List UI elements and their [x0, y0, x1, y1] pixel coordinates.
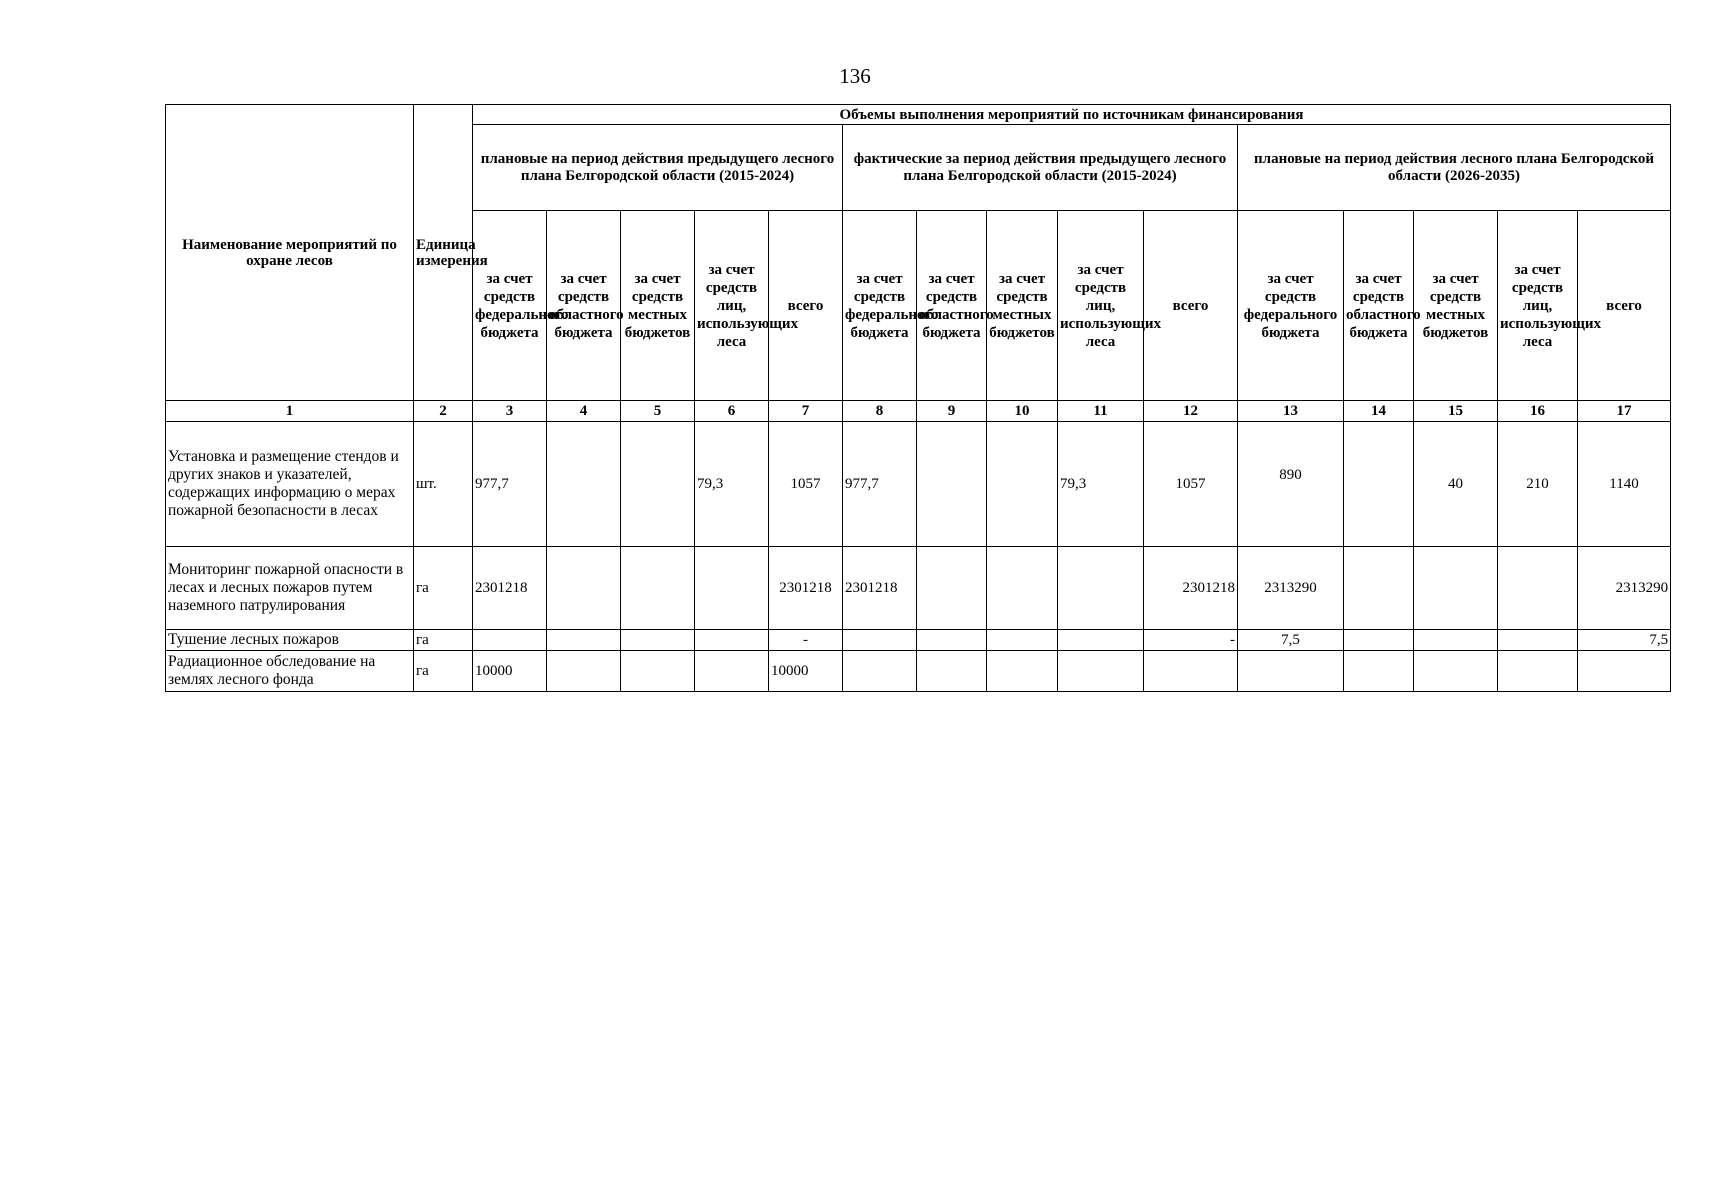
cell-c16	[1498, 651, 1578, 692]
header-funding-title: Объемы выполнения мероприятий по источникам финансирования	[473, 105, 1671, 125]
col-number: 2	[414, 401, 473, 422]
cell-c14	[1344, 651, 1414, 692]
table-row	[166, 547, 1671, 630]
cell-c10	[987, 547, 1058, 630]
cell-c4	[547, 651, 621, 692]
row-name: Тушение лесных пожаров	[166, 630, 414, 651]
cell-c11	[1058, 651, 1144, 692]
header-c10: за счет средств местных бюджетов	[987, 211, 1058, 401]
col-number: 8	[843, 401, 917, 422]
col-number: 16	[1498, 401, 1578, 422]
cell-c5	[621, 651, 695, 692]
cell-c9	[917, 422, 987, 547]
cell-c10	[987, 651, 1058, 692]
cell-c3: 10000	[473, 651, 547, 692]
col-number: 3	[473, 401, 547, 422]
cell-c3: 2301218	[473, 547, 547, 630]
cell-c3	[473, 630, 547, 651]
cell-c5	[621, 630, 695, 651]
col-number: 5	[621, 401, 695, 422]
cell-c16	[1498, 630, 1578, 651]
header-c15: за счет средств местных бюджетов	[1414, 211, 1498, 401]
cell-c14	[1344, 422, 1414, 547]
cell-c12: 1057	[1144, 422, 1238, 547]
cell-c6	[695, 547, 769, 630]
cell-c7: 1057	[769, 422, 843, 547]
row-unit: га	[414, 630, 473, 651]
forest-protection-table	[165, 104, 1671, 692]
header-c13: за счет средств федерального бюджета	[1238, 211, 1344, 401]
cell-c16	[1498, 547, 1578, 630]
cell-c15	[1414, 630, 1498, 651]
header-group-planned-previous: плановые на период действия предыдущего лесного плана Белгородской области (2015-2024)	[473, 125, 843, 211]
cell-c17: 2313290	[1578, 547, 1671, 630]
table-row	[166, 422, 1671, 547]
col-number: 1	[166, 401, 414, 422]
header-c6: за счет средств лиц, использующих леса	[695, 211, 769, 401]
header-group-planned-current: плановые на период действия лесного плана Белгородской области (2026-2035)	[1238, 125, 1671, 211]
table-row	[166, 630, 1671, 651]
header-c17: всего	[1578, 211, 1671, 401]
cell-c9	[917, 547, 987, 630]
cell-c8: 2301218	[843, 547, 917, 630]
cell-c3: 977,7	[473, 422, 547, 547]
cell-c4	[547, 547, 621, 630]
header-c16: за счет средств лиц, использующих леса	[1498, 211, 1578, 401]
cell-c15	[1414, 651, 1498, 692]
col-number: 6	[695, 401, 769, 422]
col-number: 11	[1058, 401, 1144, 422]
table-row	[166, 651, 1671, 692]
cell-c15	[1414, 547, 1498, 630]
cell-c14	[1344, 630, 1414, 651]
cell-c12: 2301218	[1144, 547, 1238, 630]
column-number-row	[166, 401, 1671, 422]
cell-c9	[917, 630, 987, 651]
cell-c10	[987, 422, 1058, 547]
header-unit-column: Единица измерения	[414, 105, 473, 401]
cell-c9	[917, 651, 987, 692]
cell-c10	[987, 630, 1058, 651]
row-name: Радиационное обследование на землях лесного фонда	[166, 651, 414, 692]
col-number: 14	[1344, 401, 1414, 422]
col-number: 12	[1144, 401, 1238, 422]
cell-c7: 2301218	[769, 547, 843, 630]
cell-c4	[547, 422, 621, 547]
row-name: Установка и размещение стендов и других знаков и указателей, содержащих информацию о мерах пожарной безопасности в лесах	[166, 422, 414, 547]
cell-c4	[547, 630, 621, 651]
header-c12: всего	[1144, 211, 1238, 401]
row-unit: га	[414, 651, 473, 692]
cell-c11	[1058, 630, 1144, 651]
cell-c15: 40	[1414, 422, 1498, 547]
cell-c6: 79,3	[695, 422, 769, 547]
cell-c11: 79,3	[1058, 422, 1144, 547]
cell-c13-value: 890	[1279, 466, 1302, 483]
col-number: 9	[917, 401, 987, 422]
page-number: 136	[839, 64, 871, 88]
col-number: 4	[547, 401, 621, 422]
cell-c7: -	[769, 630, 843, 651]
cell-c11	[1058, 547, 1144, 630]
cell-c6	[695, 651, 769, 692]
cell-c8: 977,7	[843, 422, 917, 547]
header-name-column: Наименование мероприятий по охране лесов	[166, 105, 414, 401]
col-number: 15	[1414, 401, 1498, 422]
cell-c14	[1344, 547, 1414, 630]
header-c7: всего	[769, 211, 843, 401]
cell-c12	[1144, 651, 1238, 692]
cell-c8	[843, 630, 917, 651]
cell-c5	[621, 422, 695, 547]
cell-c17	[1578, 651, 1671, 692]
col-number: 10	[987, 401, 1058, 422]
row-name: Мониторинг пожарной опасности в лесах и лесных пожаров путем наземного патрулирования	[166, 547, 414, 630]
cell-c6	[695, 630, 769, 651]
header-c4: за счет средств областного бюджета	[547, 211, 621, 401]
cell-c8	[843, 651, 917, 692]
header-c14: за счет средств областного бюджета	[1344, 211, 1414, 401]
cell-c13: 2313290	[1238, 547, 1344, 630]
row-unit: га	[414, 547, 473, 630]
header-c9: за счет средств областного бюджета	[917, 211, 987, 401]
cell-c17: 7,5	[1578, 630, 1671, 651]
cell-c13	[1238, 651, 1344, 692]
header-c11: за счет средств лиц, использующих леса	[1058, 211, 1144, 401]
col-number: 13	[1238, 401, 1344, 422]
row-unit: шт.	[414, 422, 473, 547]
cell-c7: 10000	[769, 651, 843, 692]
cell-c12: -	[1144, 630, 1238, 651]
header-c8: за счет средств федерального бюджета	[843, 211, 917, 401]
header-c3: за счет средств федерального бюджета	[473, 211, 547, 401]
cell-c17: 1140	[1578, 422, 1671, 547]
col-number: 7	[769, 401, 843, 422]
header-c5: за счет средств местных бюджетов	[621, 211, 695, 401]
cell-c13: 7,5	[1238, 630, 1344, 651]
cell-c13	[1238, 422, 1344, 547]
cell-c16: 210	[1498, 422, 1578, 547]
col-number: 17	[1578, 401, 1671, 422]
header-group-actual-previous: фактические за период действия предыдущего лесного плана Белгородской области (2015-2024)	[843, 125, 1238, 211]
cell-c5	[621, 547, 695, 630]
